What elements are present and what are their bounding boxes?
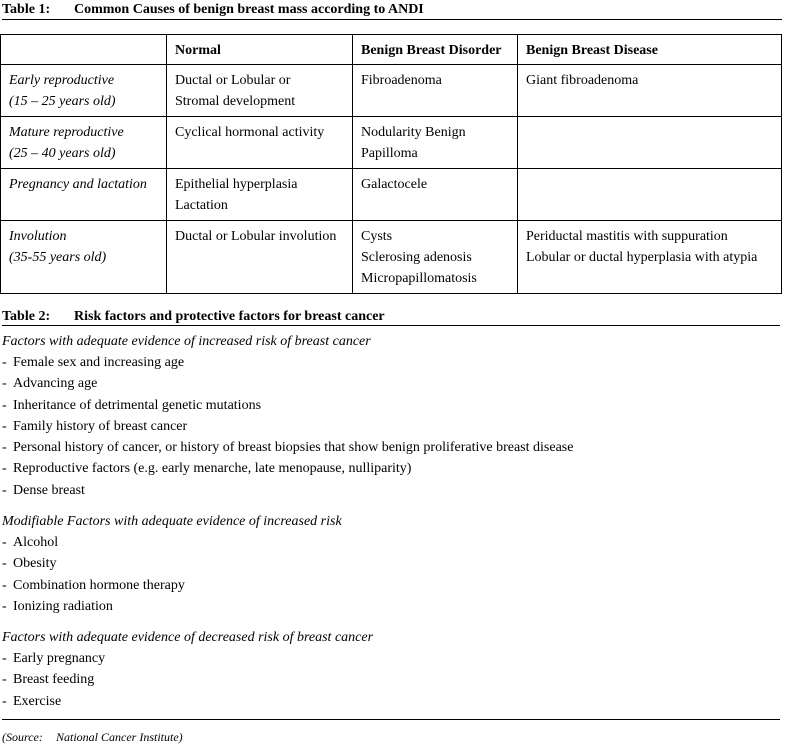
- list-item: [2, 352, 782, 373]
- decreased-risk-section: [2, 627, 782, 712]
- andi-table: [0, 34, 782, 294]
- table-row: [1, 221, 782, 294]
- cell-line: (25 – 40 years old): [9, 146, 116, 161]
- cell-line: Early reproductive: [9, 73, 115, 88]
- stage-cell: [1, 169, 167, 221]
- header-stage: [1, 35, 167, 65]
- list-item: [2, 553, 782, 574]
- cell-line: Giant fibroadenoma: [526, 73, 639, 88]
- cell-line: Cyclical hormonal activity: [175, 125, 325, 140]
- disease-cell: [518, 65, 782, 117]
- bullet-dash: -: [2, 355, 7, 370]
- list-item-text: Advancing age: [13, 376, 98, 392]
- stage-cell: [1, 117, 167, 169]
- cell-line: Fibroadenoma: [361, 73, 442, 88]
- list-item-text: Breast feeding: [13, 672, 95, 688]
- normal-cell: [167, 65, 353, 117]
- list-item: [2, 458, 782, 479]
- list-item: [2, 648, 782, 669]
- bullet-dash: -: [2, 556, 7, 572]
- cell-line: (35-55 years old): [9, 250, 107, 265]
- bullet-dash: -: [2, 577, 7, 593]
- disorder-cell: [353, 65, 518, 117]
- list-item: [2, 373, 782, 394]
- list-item-text: Female sex and increasing age: [13, 355, 185, 370]
- cell-line: Epithelial hyperplasia: [175, 177, 298, 192]
- list-item: [2, 691, 782, 712]
- disorder-cell: [353, 117, 518, 169]
- stage-cell: [1, 221, 167, 294]
- disease-cell: [518, 117, 782, 169]
- bullet-dash: -: [2, 440, 7, 456]
- cell-line: Involution: [9, 229, 67, 244]
- bullet-dash: -: [2, 482, 7, 498]
- header-disease: Benign Breast Disease: [518, 35, 782, 65]
- source-label: (Source:: [2, 730, 43, 744]
- section-heading: Factors with adequate evidence of increased risk of breast cancer: [2, 334, 371, 349]
- list-item: [2, 437, 782, 458]
- bullet-dash: -: [2, 376, 7, 392]
- list-item: [2, 669, 782, 690]
- cell-line: Nodularity Benign: [361, 125, 466, 140]
- cell-line: Ductal or Lobular or: [175, 73, 291, 88]
- disease-cell: [518, 169, 782, 221]
- list-item-text: Inheritance of detrimental genetic mutations: [13, 397, 262, 413]
- list-item-text: Ionizing radiation: [13, 598, 113, 614]
- list-item: [2, 575, 782, 596]
- cell-line: (15 – 25 years old): [9, 94, 116, 109]
- bullet-dash: -: [2, 651, 7, 666]
- list-item-text: Personal history of cancer, or history of breast biopsies that show benign proliferative breast disease: [13, 440, 574, 456]
- bullet-dash: -: [2, 535, 7, 550]
- list-item-text: Early pregnancy: [13, 651, 106, 666]
- table1-title: Common Causes of benign breast mass according to ANDI: [74, 2, 424, 17]
- disease-cell: [518, 221, 782, 294]
- table1-number: Table 1:: [2, 2, 51, 17]
- table2-title: Risk factors and protective factors for breast cancer: [74, 309, 385, 324]
- stage-cell: [1, 65, 167, 117]
- cell-line: Periductal mastitis with suppuration: [526, 229, 728, 244]
- bullet-dash: -: [2, 461, 7, 477]
- list-item-text: Obesity: [13, 556, 57, 572]
- normal-cell: [167, 169, 353, 221]
- list-item-text: Family history of breast cancer: [13, 418, 188, 434]
- cell-line: Cysts: [361, 229, 393, 244]
- bottom-rule: [2, 719, 780, 720]
- cell-line: Micropapillomatosis: [361, 271, 477, 286]
- disorder-cell: [353, 169, 518, 221]
- source-note: [2, 729, 183, 745]
- bullet-dash: -: [2, 598, 7, 614]
- section-heading: Factors with adequate evidence of decreased risk of breast cancer: [2, 630, 374, 645]
- cell-line: Lactation: [175, 198, 228, 213]
- increased-risk-section: [2, 331, 782, 501]
- list-item-text: Combination hormone therapy: [13, 577, 185, 593]
- list-item: [2, 395, 782, 416]
- table1-caption: [2, 1, 782, 20]
- table2-caption: [2, 308, 780, 326]
- normal-cell: [167, 221, 353, 294]
- list-item-text: Reproductive factors (e.g. early menarche, late menopause, nulliparity): [13, 461, 412, 477]
- list-item: [2, 532, 782, 553]
- table-row: [1, 117, 782, 169]
- cell-line: Galactocele: [361, 177, 428, 192]
- cell-line: Ductal or Lobular involution: [175, 229, 337, 244]
- modifiable-factors-section: [2, 511, 782, 617]
- list-item: [2, 596, 782, 617]
- bullet-dash: -: [2, 418, 7, 434]
- header-normal: Normal: [167, 35, 353, 65]
- cell-line: Stromal development: [175, 94, 296, 109]
- section-heading: Modifiable Factors with adequate evidence of increased risk: [2, 514, 342, 529]
- cell-line: Lobular or ductal hyperplasia with atypia: [526, 250, 758, 265]
- table2-number: Table 2:: [2, 309, 51, 324]
- table1-header-row: [1, 35, 782, 65]
- cell-line: Sclerosing adenosis: [361, 250, 472, 265]
- list-item-text: Dense breast: [13, 482, 85, 498]
- list-item: [2, 416, 782, 437]
- cell-line: Mature reproductive: [9, 125, 124, 140]
- bullet-dash: -: [2, 693, 7, 709]
- list-item-text: Alcohol: [13, 535, 59, 550]
- list-item-text: Exercise: [13, 693, 62, 709]
- header-disorder: Benign Breast Disorder: [353, 35, 518, 65]
- cell-line: Pregnancy and lactation: [9, 177, 147, 192]
- table-row: [1, 65, 782, 117]
- disorder-cell: [353, 221, 518, 294]
- table-row: [1, 169, 782, 221]
- bullet-dash: -: [2, 672, 7, 688]
- cell-line: Papilloma: [361, 146, 418, 161]
- normal-cell: [167, 117, 353, 169]
- bullet-dash: -: [2, 397, 7, 413]
- source-value: National Cancer Institute): [56, 730, 183, 744]
- list-item: [2, 480, 782, 501]
